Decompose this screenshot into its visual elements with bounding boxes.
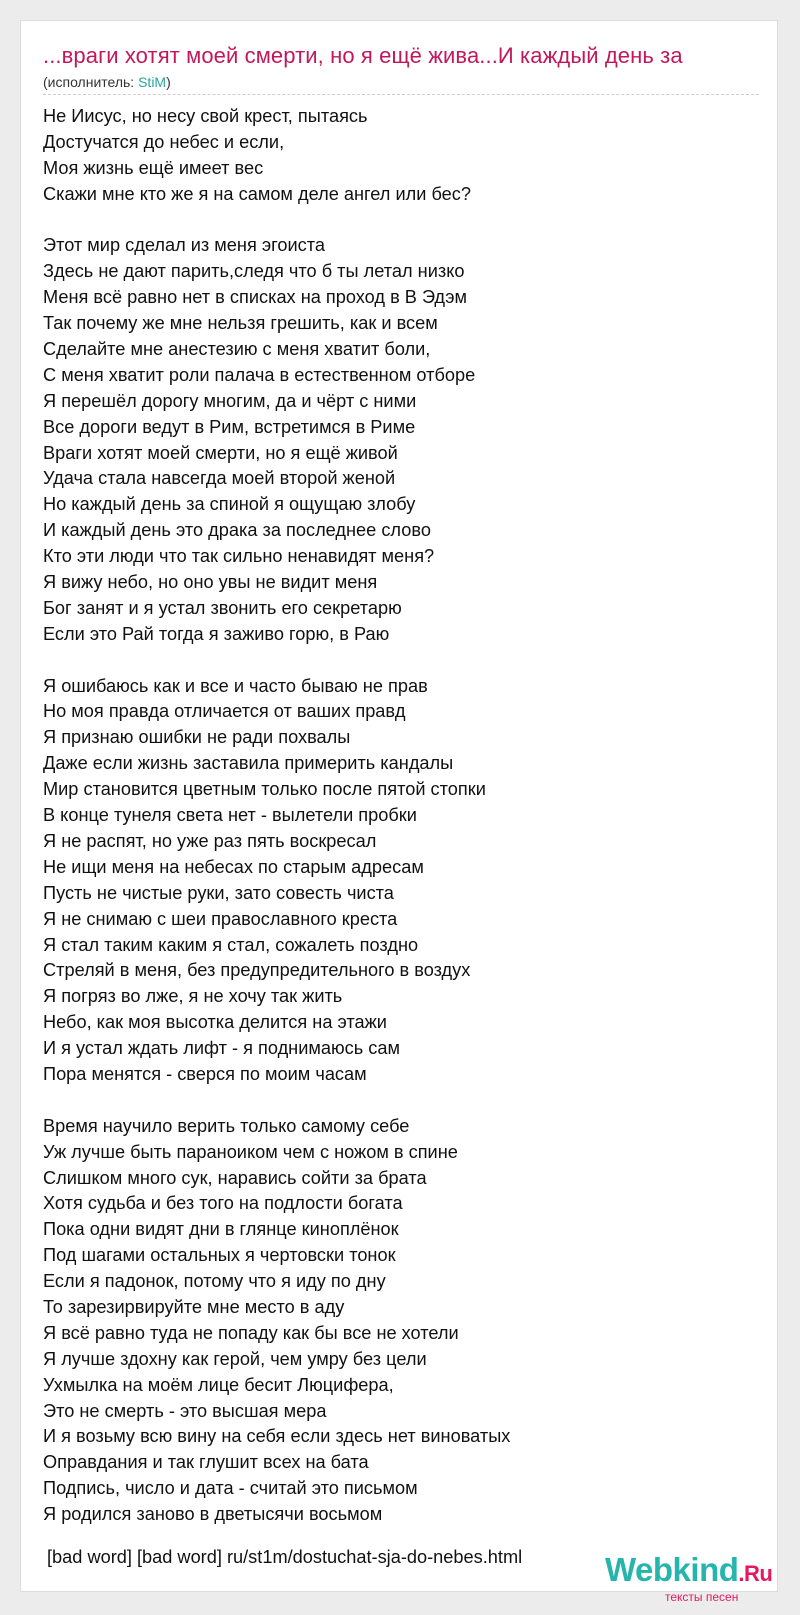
lyrics-line: Под шагами остальных я чертовски тонок xyxy=(43,1245,396,1266)
performer-suffix: ) xyxy=(166,74,171,90)
lyrics-line: Меня всё равно нет в списках на проход в В Эдэм xyxy=(43,287,468,308)
lyrics-line: Я перешёл дорогу многим, да и чёрт с ними xyxy=(43,390,417,411)
lyrics-line: Ухмылка на моём лице бесит Люцифера, xyxy=(43,1374,394,1395)
title-divider xyxy=(43,94,759,95)
lyrics-line: Не Иисус, но несу свой крест, пытаясь xyxy=(43,106,368,126)
lyrics-line: В конце тунеля света нет - вылетели пробки xyxy=(43,805,417,826)
logo-tagline: тексты песен xyxy=(665,1590,739,1604)
lyrics-line: Моя жизнь ещё имеет вес xyxy=(43,157,264,178)
lyrics-line: Уж лучше быть параноиком чем с ножом в спине xyxy=(43,1141,458,1162)
source-url-line: [bad word] [bad word] ru/st1m/dostuchat-sja-do-nebes.html xyxy=(47,1547,523,1567)
lyrics-line: Подпись, число и дата - считай это письмом xyxy=(43,1478,418,1499)
lyrics-line: Достучатся до небес и если, xyxy=(43,131,285,152)
lyrics-stanza xyxy=(43,1114,763,1528)
lyrics-line: Скажи мне кто же я на самом деле ангел или бес? xyxy=(43,183,471,204)
lyrics-stanza xyxy=(43,104,763,208)
lyrics-line: То зарезирвируйте мне место в аду xyxy=(43,1296,345,1317)
lyrics-line: Пусть не чистые руки, зато совесть чиста xyxy=(43,882,394,903)
lyrics-line: Враги хотят моей смерти, но я ещё живой xyxy=(43,442,398,463)
lyrics-line: Стреляй в меня, без предупредительного в воздух xyxy=(43,960,471,981)
logo-tld: .Ru xyxy=(738,1561,773,1586)
lyrics-line: Кто эти люди что так сильно ненавидят меня? xyxy=(43,546,435,567)
lyrics-line: Но моя правда отличается от ваших правд xyxy=(43,701,406,722)
lyrics-line: Я всё равно туда не попаду как бы все не хотели xyxy=(43,1322,459,1343)
lyrics-text xyxy=(43,104,763,1528)
lyrics-line: Я признаю ошибки не ради похвалы xyxy=(43,727,351,748)
lyrics-line: Сделайте мне анестезию с меня хватит боли, xyxy=(43,339,431,360)
lyrics-line: Я стал таким каким я стал, сожалеть поздно xyxy=(43,934,419,955)
logo-wordmark xyxy=(605,1551,772,1589)
lyrics-line: Не ищи меня на небесах по старым адресам xyxy=(43,856,424,877)
lyrics-line: Так почему же мне нельзя грешить, как и всем xyxy=(43,313,438,334)
song-title: ...враги хотят моей смерти, но я ещё жива...И каждый день за xyxy=(43,43,683,68)
lyrics-line: И каждый день это драка за последнее слово xyxy=(43,520,431,541)
lyrics-line: Я вижу небо, но оно увы не видит меня xyxy=(43,572,378,593)
lyrics-line: Я не снимаю с шеи православного креста xyxy=(43,908,398,929)
lyrics-line: Хотя судьба и без того на подлости богата xyxy=(43,1193,403,1214)
lyrics-line: Даже если жизнь заставила примерить кандалы xyxy=(43,753,454,774)
logo-name: Webkind xyxy=(605,1551,739,1588)
lyrics-card xyxy=(20,20,778,1604)
lyrics-line: Мир становится цветным только после пятой стопки xyxy=(43,779,486,800)
lyrics-line: Пора менятся - сверся по моим часам xyxy=(43,1063,367,1084)
lyrics-line: Пока одни видят дни в глянце киноплёнок xyxy=(43,1219,399,1240)
lyrics-line: Я лучше здохну как герой, чем умру без цели xyxy=(43,1348,427,1369)
lyrics-line: Оправдания и так глушит всех на бата xyxy=(43,1452,369,1473)
lyrics-line: Если я падонок, потому что я иду по дну xyxy=(43,1271,386,1292)
lyrics-line: Я не распят, но уже раз пять воскресал xyxy=(43,830,377,851)
lyrics-stanza xyxy=(43,674,763,1088)
lyrics-line: Я ошибаюсь как и все и часто бываю не прав xyxy=(43,675,428,696)
lyrics-line: Я погряз во лже, я не хочу так жить xyxy=(43,986,343,1007)
performer-prefix: (исполнитель: xyxy=(43,74,139,90)
lyrics-line: И я возьму всю вину на себя если здесь нет виноватых xyxy=(43,1426,511,1447)
lyrics-line: Это не смерть - это высшая мера xyxy=(43,1400,327,1421)
lyrics-line: Если это Рай тогда я заживо горю, в Раю xyxy=(43,623,390,644)
webkind-logo[interactable] xyxy=(605,1551,800,1615)
lyrics-line: И я устал ждать лифт - я поднимаюсь сам xyxy=(43,1038,400,1059)
lyrics-line: Но каждый день за спиной я ощущаю злобу xyxy=(43,494,416,515)
lyrics-line: Бог занят и я устал звонить его секретарю xyxy=(43,597,402,618)
lyrics-line: Слишком много сук, наравись сойти за брата xyxy=(43,1167,427,1188)
lyrics-stanza xyxy=(43,233,763,647)
lyrics-line: Этот мир сделал из меня эгоиста xyxy=(43,235,325,256)
lyrics-line: Все дороги ведут в Рим, встретимся в Риме xyxy=(43,416,416,437)
lyrics-line: Небо, как моя высотка делится на этажи xyxy=(43,1012,387,1033)
lyrics-line: Здесь не дают парить,следя что б ты летал низко xyxy=(43,261,465,282)
performer-link[interactable]: StiM xyxy=(138,74,167,90)
performer-line xyxy=(43,74,171,90)
lyrics-line: Время научило верить только самому себе xyxy=(43,1115,410,1136)
lyrics-line: Я родился заново в дветысячи восьмом xyxy=(43,1504,383,1525)
lyrics-line: С меня хватит роли палача в естественном отборе xyxy=(43,364,476,385)
lyrics-line: Удача стала навсегда моей второй женой xyxy=(43,468,396,489)
